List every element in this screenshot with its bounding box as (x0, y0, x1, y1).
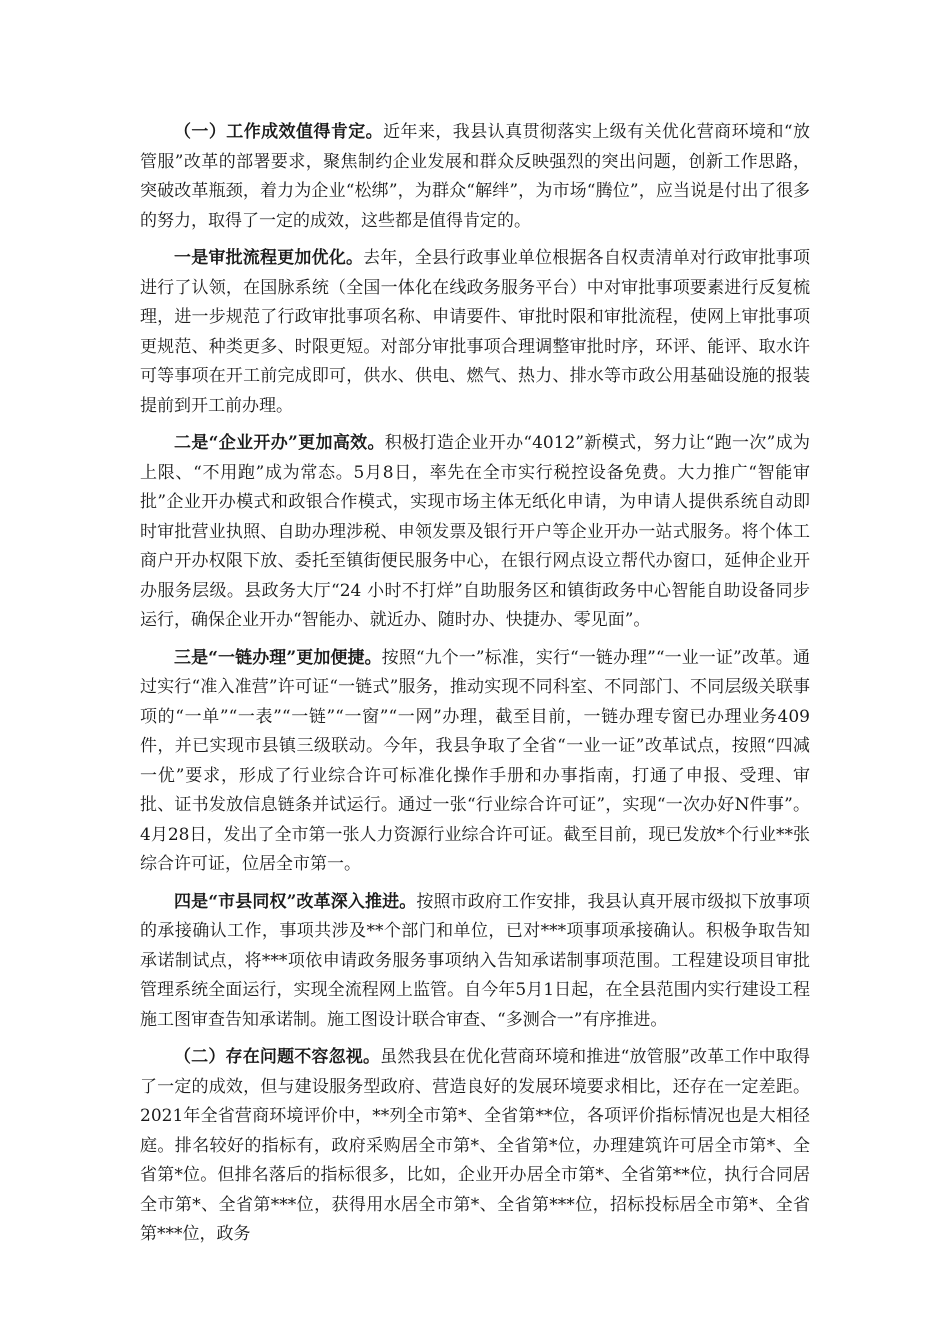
paragraph-heading: 二是“企业开办”更加高效。 (174, 433, 385, 453)
paragraph-text: 近年来，我县认真贯彻落实上级有关优化营商环境和“放管服”改革的部署要求，聚焦制约企业发展和群众反映强烈的突出问题，创新工作思路，突破改革瓶颈，着力为企业“松绑”，为群众“解绊”，为市场“腾位”，应当说是付出了很多的努力，取得了一定的成效，这些都是值得肯定的。 (140, 122, 810, 231)
paragraph-work-results (140, 118, 810, 236)
paragraph-text: 去年，全县行政事业单位根据各自权责清单对行政审批事项进行了认领，在国脉系统（全国一体化在线政务服务平台）中对审批事项要素进行反复梳理，进一步规范了行政审批事项名称、申请要件、审批时限和审批流程，使网上审批事项更规范、种类更多、时限更短。对部分审批事项合理调整审批时序，环评、能评、取水许可等事项在开工前完成即可，供水、供电、燃气、热力、排水等市政公用基础设施的报装提前到开工前办理。 (140, 248, 811, 416)
paragraph-city-county-rights (140, 888, 810, 1036)
paragraph-enterprise-opening (140, 429, 810, 636)
paragraph-text: 虽然我县在优化营商环境和推进“放管服”改革工作中取得了一定的成效，但与建设服务型政府、营造良好的发展环境要求相比，还存在一定差距。2021年全省营商环境评价中，**列全市第*、全省第**位，各项评价指标情况也是大相径庭。排名较好的指标有，政府采购居全市第*、全省第*位，办理建筑许可居全市第*、全省第*位。但排名落后的指标很多，比如，企业开办居全市第*、全省第**位，执行合同居全市第*、全省第***位，获得用水居全市第*、全省第***位，招标投标居全市第*、全省第***位，政务 (140, 1047, 811, 1244)
paragraph-heading: 三是“一链办理”更加便捷。 (174, 647, 382, 668)
paragraph-approval-process (140, 244, 810, 421)
paragraph-existing-problems (140, 1043, 810, 1250)
paragraph-text: 按照市政府工作安排，我县认真开展市级拟下放事项的承接确认工作，事项共涉及**个部门和单位，已对***项事项承接确认。积极争取告知承诺制试点，将***项依申请政务服务事项纳入告知承诺制事项范围。工程建设项目审批管理系统全面运行，实现全流程网上监管。自今年5月1日起，在全县范围内实行建设工程施工图审查告知承诺制。施工图设计联合审查、“多测合一”有序推进。 (140, 891, 810, 1030)
paragraph-text: 积极打造企业开办“4012”新模式，努力让“跑一次”成为上限、“不用跑”成为常态。5月8日，率先在全市实行税控设备免费。大力推广“智能审批”企业开办模式和政银合作模式，实现市场主体无纸化申请，为申请人提供系统自动即时审批营业执照、自助办理涉税、申领发票及银行开户等企业开办一站式服务。将个体工商户开办权限下放、委托至镇街便民服务中心，在银行网点设立帮代办窗口，延伸企业开办服务层级。县政务大厅“24 小时不打烊”自助服务区和镇街政务中心智能自助设备同步运行，确保企业开办“智能办、就近办、随时办、快捷办、零见面”。 (140, 433, 810, 630)
paragraph-heading: （二）存在问题不容忽视。 (174, 1047, 381, 1067)
paragraph-heading: 四是“市县同权”改革深入推进。 (174, 891, 417, 912)
paragraph-one-chain (140, 644, 810, 880)
document-body (140, 118, 810, 1258)
paragraph-text: 按照“九个一”标准，实行“一链办理”“一业一证”改革。通过实行“准入准营”许可证“一链式”服务，推动实现不同科室、不同部门、不同层级关联事项的“一单”“一表”“一链”“一窗”“一网”办理，截至目前，一链办理专窗已办理业务409件，并已实现市县镇三级联动。今年，我县争取了全省“一业一证”改革试点，按照“四减一优”要求，形成了行业综合许可标准化操作手册和办事指南，打通了申报、受理、审批、证书发放信息链条并试运行。通过一张“行业综合许可证”，实现“一次办好N件事”。4月28日，发出了全市第一张人力资源行业综合许可证。截至目前，现已发放*个行业**张综合许可证，位居全市第一。 (140, 647, 810, 874)
paragraph-heading: 一是审批流程更加优化。 (174, 248, 364, 268)
paragraph-heading: （一）工作成效值得肯定。 (174, 122, 384, 142)
